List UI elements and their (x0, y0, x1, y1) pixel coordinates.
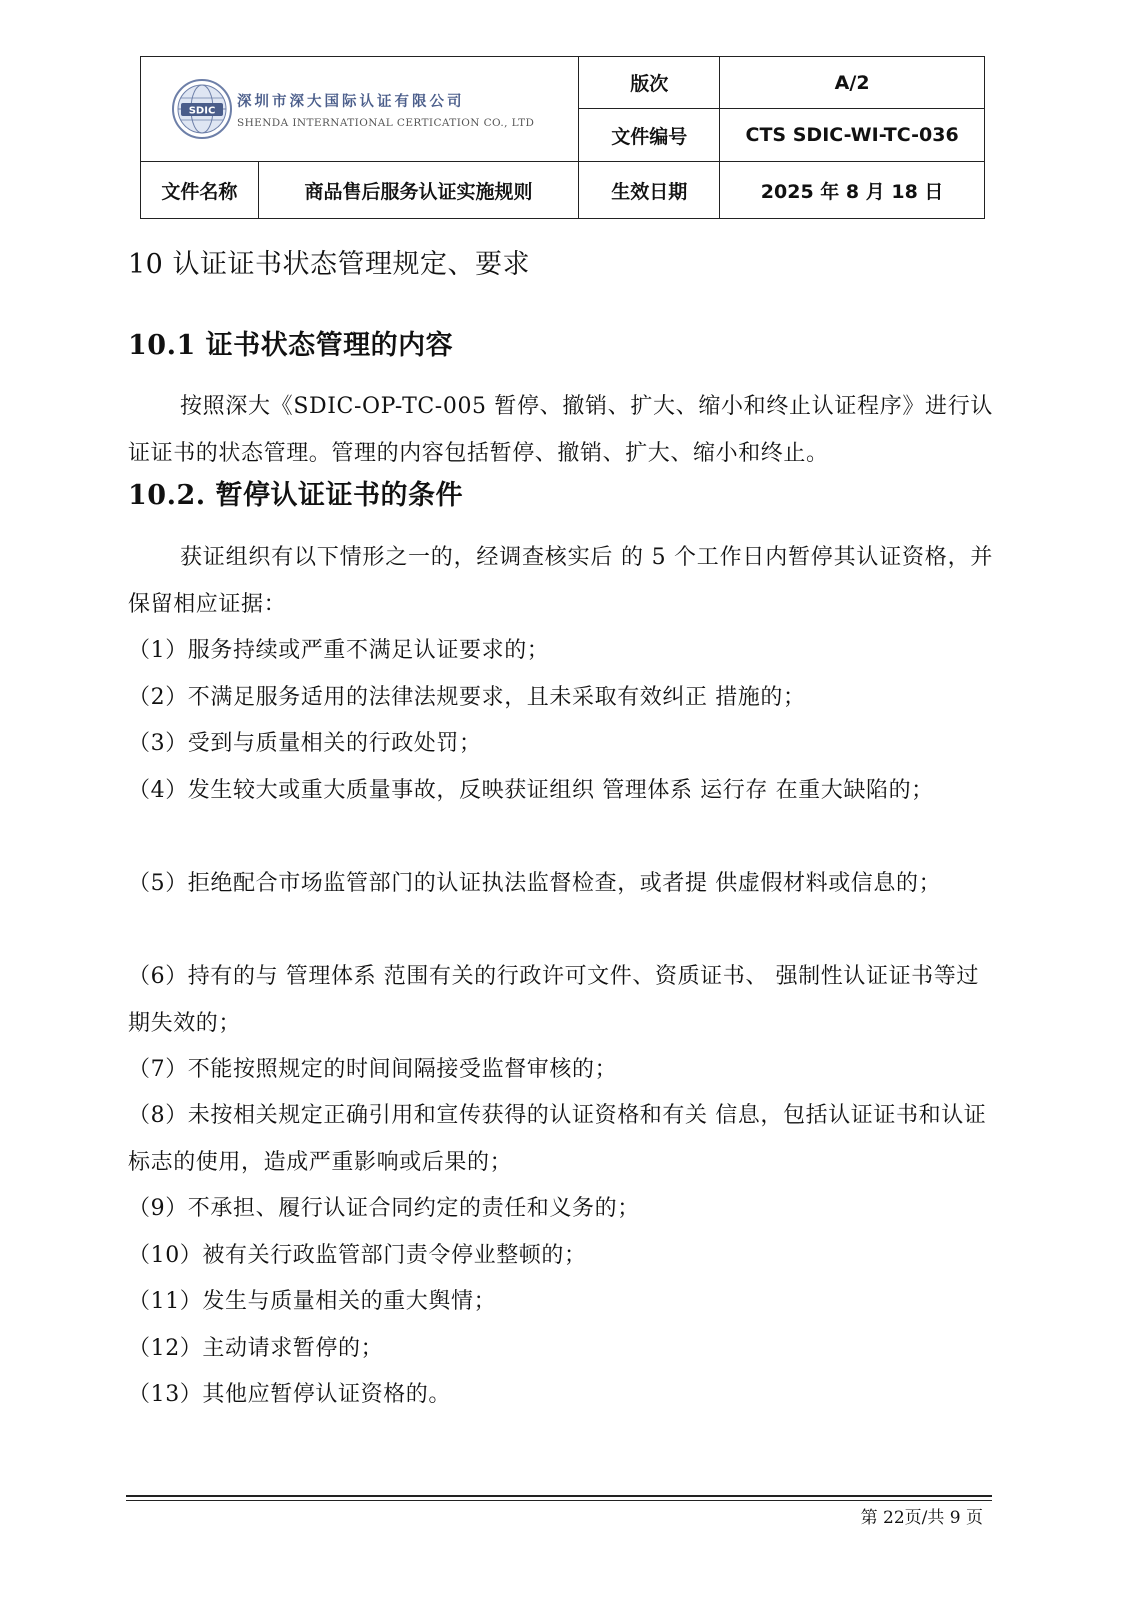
doc-name-label: 文件名称 (141, 162, 259, 219)
section-10-2-intro: 获证组织有以下情形之一的，经调查核实后 的 5 个工作日内暂停其认证资格，并保留相应证据： (128, 545, 993, 617)
list-item: （10）被有关行政监管部门责令停业整顿的； (128, 1243, 587, 1268)
list-item: （11）发生与质量相关的重大舆情； (128, 1289, 497, 1314)
list-item: （8）未按相关规定正确引用和宣传获得的认证资格和有关 信息，包括认证证书和认证标志的使用，造成严重影响或后果的； (128, 1103, 987, 1175)
list-item: （7）不能按照规定的时间间隔接受监督审核的； (128, 1057, 618, 1082)
doc-name-value: 商品售后服务认证实施规则 (258, 162, 579, 219)
effective-date-label: 生效日期 (579, 162, 720, 219)
list-item: （4）发生较大或重大质量事故，反映获证组织 管理体系 运行存 在重大缺陷的； (128, 778, 934, 803)
list-item: （9）不承担、履行认证合同约定的责任和义务的； (128, 1196, 640, 1221)
footer-divider (126, 1495, 992, 1497)
section-10-2-title: 10.2. 暂停认证证书的条件 (128, 480, 464, 511)
doc-number-label: 文件编号 (579, 109, 720, 162)
section-10-1-paragraph: 按照深大《SDIC-OP-TC-005 暂停、撤销、扩大、缩小和终止认证程序》进行认证证书的状态管理。管理的内容包括暂停、撤销、扩大、缩小和终止。 (128, 394, 993, 466)
footer-divider-thin (126, 1500, 992, 1501)
company-logo-cell (141, 57, 579, 162)
svg-text:SDIC: SDIC (188, 105, 216, 117)
section-10-title: 10 认证证书状态管理规定、要求 (128, 249, 530, 280)
list-item: （2）不满足服务适用的法律法规要求，且未采取有效纠正 措施的； (128, 685, 806, 710)
version-label: 版次 (579, 57, 720, 109)
list-item: （5）拒绝配合市场监管部门的认证执法监督检查，或者提 供虚假材料或信息的； (128, 871, 942, 896)
doc-number-value: CTS SDIC-WI-TC-036 (720, 109, 985, 162)
list-item: （1）服务持续或严重不满足认证要求的； (128, 638, 550, 663)
list-item: （13）其他应暂停认证资格的。 (128, 1382, 451, 1407)
sdic-globe-logo-icon (171, 78, 233, 140)
document-header-table (140, 56, 985, 219)
list-item: （3）受到与质量相关的行政处罚； (128, 731, 482, 756)
list-item: （6）持有的与 管理体系 范围有关的行政许可文件、资质证书、 强制性认证证书等过期失效的； (128, 964, 979, 1036)
effective-date-value: 2025 年 8 月 18 日 (720, 162, 985, 219)
version-value: A/2 (720, 57, 985, 109)
company-name-cn: 深圳市深大国际认证有限公司 (237, 93, 465, 110)
company-name-en: SHENDA INTERNATIONAL CERTICATION CO., LTD (237, 116, 535, 129)
page-number: 第 22页/共 9 页 (860, 1508, 983, 1528)
section-10-1-title: 10.1 证书状态管理的内容 (128, 330, 454, 361)
list-item: （12）主动请求暂停的； (128, 1336, 384, 1361)
